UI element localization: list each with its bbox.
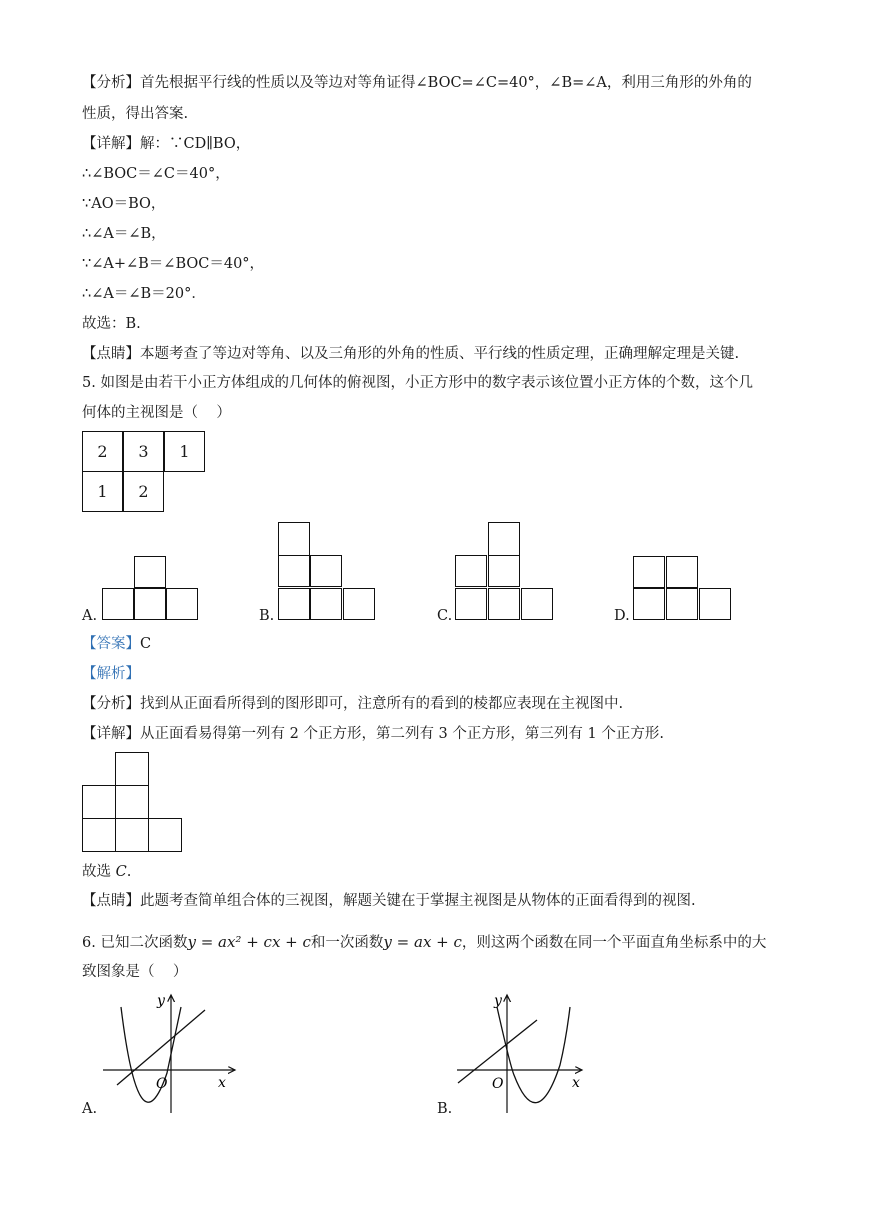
- option-c-label[interactable]: C.: [437, 608, 453, 624]
- q5-detail-line: [82, 724, 664, 744]
- origin-label: O: [492, 1076, 504, 1092]
- cube-square: [82, 785, 116, 819]
- cube-square: [310, 588, 342, 620]
- analysis-text: 找到从正面看所得到的图形即可，注意所有的看到的棱都应表现在主视图中.: [140, 696, 624, 712]
- parse-tag: 【解析】: [82, 666, 140, 682]
- q5-comment-line: [82, 891, 696, 911]
- graph-b[interactable]: [452, 985, 602, 1115]
- cube-square: [134, 588, 166, 620]
- proof-step: ∴∠A＝∠B，: [82, 226, 166, 242]
- answer-tag: 【答案】: [82, 636, 140, 652]
- choice-letter: C: [115, 864, 127, 880]
- x-axis-label: x: [218, 1075, 226, 1091]
- linear-formula: y = ax + c: [383, 933, 462, 951]
- cube-square: [455, 555, 487, 587]
- analysis-line: [82, 73, 752, 93]
- cube-square: [633, 588, 665, 620]
- cube-square: [278, 522, 310, 556]
- answer-value: C: [140, 636, 152, 652]
- x-axis-label: x: [572, 1075, 580, 1091]
- cube-square: [115, 818, 149, 852]
- grid-cell: 2: [82, 431, 123, 472]
- grid-cell: 1: [164, 431, 205, 472]
- detail-text: 解：∵CD∥BO，: [140, 136, 251, 152]
- cube-square: [633, 556, 665, 588]
- analysis-tag: 【分析】: [82, 696, 140, 712]
- q5-analysis-line: [82, 694, 623, 714]
- cube-square: [310, 555, 342, 587]
- cube-square: [455, 588, 487, 620]
- proof-step: ∴∠BOC＝∠C＝40°，: [82, 166, 230, 182]
- detail-text: 从正面看易得第一列有 2 个正方形，第二列有 3 个正方形，第三列有 1 个正方形.: [140, 726, 664, 742]
- analysis-tag: 【分析】: [82, 75, 140, 91]
- cube-square: [278, 555, 310, 587]
- quadratic-formula: y = ax² + cx + c: [187, 933, 311, 951]
- cube-square: [115, 752, 149, 786]
- proof-step: ∵∠A+∠B＝∠BOC＝40°，: [82, 256, 265, 272]
- detail-line: [82, 134, 250, 154]
- q5-stem-cont: 何体的主视图是（ ）: [82, 405, 231, 421]
- q5-choice: [82, 862, 131, 882]
- cube-square: [278, 588, 310, 620]
- comment-tag: 【点睛】: [82, 893, 140, 909]
- cube-square: [102, 588, 134, 620]
- cube-square: [488, 522, 520, 556]
- cube-square: [521, 588, 553, 620]
- choice-prefix: 故选: [82, 864, 116, 880]
- cube-square: [488, 588, 520, 620]
- analysis-text-cont: 性质，得出答案.: [82, 106, 189, 122]
- line-graph: [458, 1020, 537, 1083]
- cube-square: [148, 818, 182, 852]
- comment-tag: 【点睛】: [82, 346, 140, 362]
- y-axis-label: y: [494, 993, 502, 1009]
- line-graph: [117, 1010, 205, 1085]
- q5-stem: 5. 如图是由若干小正方体组成的几何体的俯视图，小正方形中的数字表示该位置小正方体的个数，这个几: [82, 375, 753, 391]
- cube-square: [666, 556, 698, 588]
- cube-square: [166, 588, 198, 620]
- detail-tag: 【详解】: [82, 726, 140, 742]
- cube-square: [343, 588, 375, 620]
- analysis-text: 首先根据平行线的性质以及等边对等角证得∠BOC=∠C=40°，∠B=∠A，利用三角形的外角的: [140, 75, 752, 91]
- comment-text: 此题考查简单组合体的三视图，解题关键在于掌握主视图是从物体的正面看得到的视图.: [140, 893, 696, 909]
- cube-square: [666, 588, 698, 620]
- option-b-label[interactable]: B.: [437, 1101, 453, 1117]
- grid-cell: 2: [123, 471, 164, 512]
- cube-square: [115, 785, 149, 819]
- q6-stem: [82, 932, 766, 953]
- grid-cell: 1: [82, 471, 123, 512]
- grid-cell: 3: [123, 431, 164, 472]
- cube-square: [134, 556, 166, 588]
- proof-step: ∴∠A＝∠B＝20°．: [82, 286, 206, 302]
- q6-stem-mid: 和一次函数: [310, 935, 384, 951]
- q6-stem-prefix: 6. 已知二次函数: [82, 935, 188, 951]
- cube-square: [699, 588, 731, 620]
- y-axis-label: y: [157, 993, 165, 1009]
- parabola: [121, 1007, 181, 1102]
- q6-stem-suffix: ，则这两个函数在同一个平面直角坐标系中的大: [461, 935, 767, 951]
- answer-line: [82, 634, 151, 654]
- choice-suffix: .: [126, 864, 132, 880]
- graph-a[interactable]: [95, 985, 245, 1115]
- comment-text: 本题考查了等边对等角、以及三角形的外角的性质、平行线的性质定理，正确理解定理是关键.: [140, 346, 740, 362]
- option-d-label[interactable]: D.: [614, 608, 630, 624]
- proof-step: ∵AO＝BO，: [82, 196, 166, 212]
- detail-tag: 【详解】: [82, 136, 140, 152]
- q6-stem-cont: 致图象是（ ）: [82, 964, 188, 980]
- option-a-label[interactable]: A.: [82, 1101, 98, 1117]
- option-a-label[interactable]: A.: [82, 608, 98, 624]
- comment-line: [82, 344, 739, 364]
- option-b-label[interactable]: B.: [259, 608, 275, 624]
- parabola: [497, 1007, 570, 1103]
- cube-square: [488, 555, 520, 587]
- choice-text: 故选：B.: [82, 316, 141, 332]
- cube-square: [82, 818, 116, 852]
- origin-label: O: [156, 1076, 168, 1092]
